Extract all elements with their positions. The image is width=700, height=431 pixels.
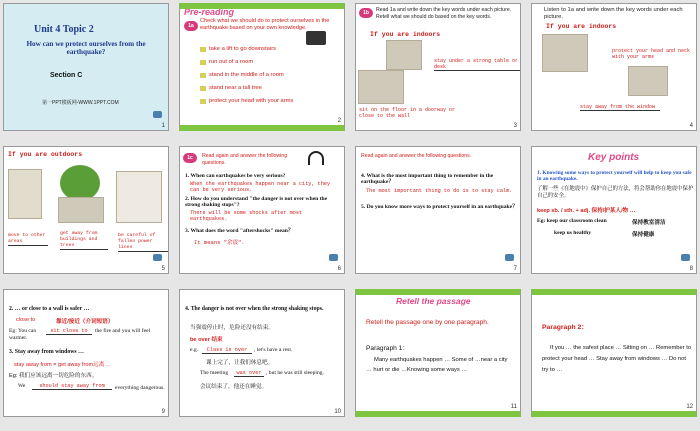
option-item: take a lift to go downstairs xyxy=(209,46,277,52)
option-item: stand near a tall tree xyxy=(209,85,262,91)
indoors-subheading: If you are indoors xyxy=(546,23,617,30)
example-translation: 保持教室清洁 xyxy=(632,220,666,226)
outdoors-subheading: If you are outdoors xyxy=(8,151,83,158)
headphones-icon xyxy=(308,151,324,165)
key-point-text: 1. Knowing some ways to protect yourself will help to keep you safe in an earthquake. xyxy=(537,170,692,183)
key-point-text: 3. Stay away from windows … xyxy=(9,349,84,355)
example-text: We xyxy=(18,383,26,389)
checkbox-icon xyxy=(200,47,206,52)
example-text: , but he was still sleeping. xyxy=(266,370,324,376)
question-text: 5. Do you know more ways to protect yourself in an earthquake？ xyxy=(361,204,518,210)
slide-number: 9 xyxy=(161,409,165,415)
slide-11-thumbnail[interactable] xyxy=(355,289,521,417)
keyword-label: sit on the floor in a doorway or close to the wall xyxy=(359,107,456,119)
example-text: e.g. xyxy=(190,347,199,353)
phrase-text: be over 结束 xyxy=(190,337,223,343)
checkbox-icon xyxy=(200,60,206,65)
option-item: run out of a room xyxy=(209,59,254,65)
question-text: 3. What does the word "aftershocks" mean？ xyxy=(185,228,294,234)
answer-text: It means "余震". xyxy=(194,239,245,246)
slide-number: 12 xyxy=(686,404,693,410)
slide-4-thumbnail[interactable] xyxy=(531,3,697,131)
slide-logo-icon xyxy=(681,254,690,261)
slide-5-thumbnail[interactable] xyxy=(3,146,169,274)
instruction-text: Read 1a and write down the key words under each picture. Retell what we should do based on the key words. xyxy=(376,7,512,20)
answer-blank: Class is over xyxy=(202,347,252,354)
key-point-text: 2. … or close to a wall is safer … xyxy=(9,306,90,312)
activity-tag: 1b xyxy=(359,8,373,18)
example-text: everything dangerous. xyxy=(115,385,165,391)
person-picture xyxy=(8,169,42,219)
answer-blank: was over xyxy=(234,370,264,377)
option-item: protect your head with your arms xyxy=(209,98,294,104)
slide-7-thumbnail[interactable] xyxy=(355,146,521,274)
slide-logo-icon xyxy=(153,254,162,261)
slide-number: 4 xyxy=(689,123,693,129)
translation-text: 当强震停止时，危险还没有结束。 xyxy=(190,325,274,331)
section-label: Section C xyxy=(50,72,83,79)
checkbox-icon xyxy=(200,99,206,104)
activity-tag: 1a xyxy=(184,21,198,31)
slide-logo-icon xyxy=(329,254,338,261)
slide-number: 7 xyxy=(513,266,517,272)
window-picture xyxy=(628,66,668,96)
example-text: Eg: keep our classroom clean xyxy=(537,218,607,224)
question-text: 2. How do you understand "the danger is not over when the strong shaking stops"? xyxy=(185,196,328,209)
unit-title: Unit 4 Topic 2 xyxy=(34,24,94,35)
power-lines-picture xyxy=(116,171,162,223)
keyword-label: stay under a strong table or desk xyxy=(434,58,519,70)
slide-10-thumbnail[interactable] xyxy=(179,289,345,417)
activity-tag: 1c xyxy=(183,153,197,163)
answer-text: When the earthquakes happen near a city, they can be very serious. xyxy=(190,181,331,194)
phrase-text: stay away from = get away from远离… xyxy=(14,362,110,368)
example-text: , let's have a rest. xyxy=(254,347,293,353)
example-text: the fire and you will feel warmer. xyxy=(9,328,151,341)
slide-3-thumbnail[interactable] xyxy=(355,3,521,131)
keyword-label: move to other areas xyxy=(8,233,48,246)
slide-number: 10 xyxy=(334,409,341,415)
example-translation: 保持健康 xyxy=(632,232,655,238)
lesson-title: How can we protect ourselves from the earthquake? xyxy=(26,40,146,56)
slide-number: 2 xyxy=(337,118,341,124)
indoors-subheading: If you are indoors xyxy=(370,31,441,38)
paragraph-label: Paragraph 1： xyxy=(366,345,409,352)
slide-9-thumbnail[interactable] xyxy=(3,289,169,417)
slide-number: 11 xyxy=(510,404,517,410)
child-picture xyxy=(542,34,588,72)
slide-12-thumbnail[interactable] xyxy=(531,289,697,417)
answer-blank: sit close to xyxy=(46,328,92,335)
example-text: The meeting xyxy=(200,370,229,376)
answer-blank: should stay away from xyxy=(32,383,112,390)
translation-text: 了解一些《在地震中》保护自己的方法，将会帮助你在地震中保护自己的安全。 xyxy=(537,186,694,199)
paragraph-label: Paragraph 2： xyxy=(542,324,589,331)
key-point-text: 4. The danger is not over when the strong shaking stops. xyxy=(185,306,324,312)
instruction-text: Check what we should do to protect ourselves in the earthquake based on your own knowledge. xyxy=(200,18,330,31)
slide-8-thumbnail[interactable] xyxy=(531,146,697,274)
question-text: 4. What is the most important thing to remember in the earthquake？ xyxy=(361,173,494,186)
retell-prompt: If you … the safest place … Sitting on … Remember to protect your head … Stay away from windows … Do not try to … xyxy=(542,345,692,373)
example-text: Eg: You can xyxy=(9,328,37,334)
slide-2-thumbnail[interactable] xyxy=(179,3,345,131)
pre-reading-heading: Pre-reading xyxy=(184,7,235,17)
translation-text: 课上完了，让我们休息吧。 xyxy=(206,360,274,366)
keyword-label: stay away from the window xyxy=(580,104,660,111)
tree-icon xyxy=(60,165,100,201)
key-points-heading: Key points xyxy=(588,152,640,163)
checkbox-icon xyxy=(200,73,206,78)
translation-text: 会议结束了，他还在睡觉。 xyxy=(200,384,268,390)
instruction-text: Read again and answer the following questions. xyxy=(361,153,472,159)
slide-1-thumbnail[interactable] xyxy=(3,3,169,131)
house-picture xyxy=(58,197,104,223)
slide-6-thumbnail[interactable] xyxy=(179,146,345,274)
slide-number: 6 xyxy=(337,266,341,272)
slide-number: 1 xyxy=(161,123,165,129)
table-picture xyxy=(386,40,422,70)
instruction-text: Listen to 1a and write down the key words under each picture. xyxy=(544,7,683,20)
instruction-text: Read again and answer the following questions. xyxy=(202,153,288,166)
instruction-text: Retell the passage one by one paragraph. xyxy=(366,319,489,326)
slide-logo-icon xyxy=(153,111,162,118)
retell-heading: Retell the passage xyxy=(396,296,471,306)
doorway-picture xyxy=(358,70,404,104)
slide-number: 8 xyxy=(689,266,693,272)
video-icon xyxy=(306,31,326,45)
phrase-text: close to xyxy=(16,317,36,323)
retell-prompt: Many earthquakes happen … Some of …near a city … hurt or die …Knowing some ways … xyxy=(366,357,508,373)
option-item: stand in the middle of a room xyxy=(209,72,284,78)
slide-logo-icon xyxy=(505,254,514,261)
checkbox-icon xyxy=(200,86,206,91)
slide-number: 5 xyxy=(161,266,165,272)
example-text: keep us healthy xyxy=(554,230,591,236)
question-text: 1. When can earthquakes be very serious? xyxy=(185,173,286,179)
answer-text: The most important thing to do is to stay calm. xyxy=(366,188,513,194)
example-text: Eg: 我们应该远离一切危险的东西。 xyxy=(9,373,98,379)
template-footer: 第一PPT模板网-WWW.1PPT.COM xyxy=(42,100,119,106)
answer-text: There will be some shocks after most earthquakes. xyxy=(190,210,303,223)
slide-number: 3 xyxy=(513,123,517,129)
phrase-translation: 靠近/接近（介词短语） xyxy=(56,319,114,325)
keyword-label: protect your head and neck with your arms xyxy=(612,48,691,60)
phrase-pattern: keep sb. / sth. + adj. 保持/护某人/物 … xyxy=(537,208,636,214)
keyword-label: be careful of fallen power lines xyxy=(118,233,168,252)
keyword-label: get away from buildings and trees xyxy=(60,231,108,250)
